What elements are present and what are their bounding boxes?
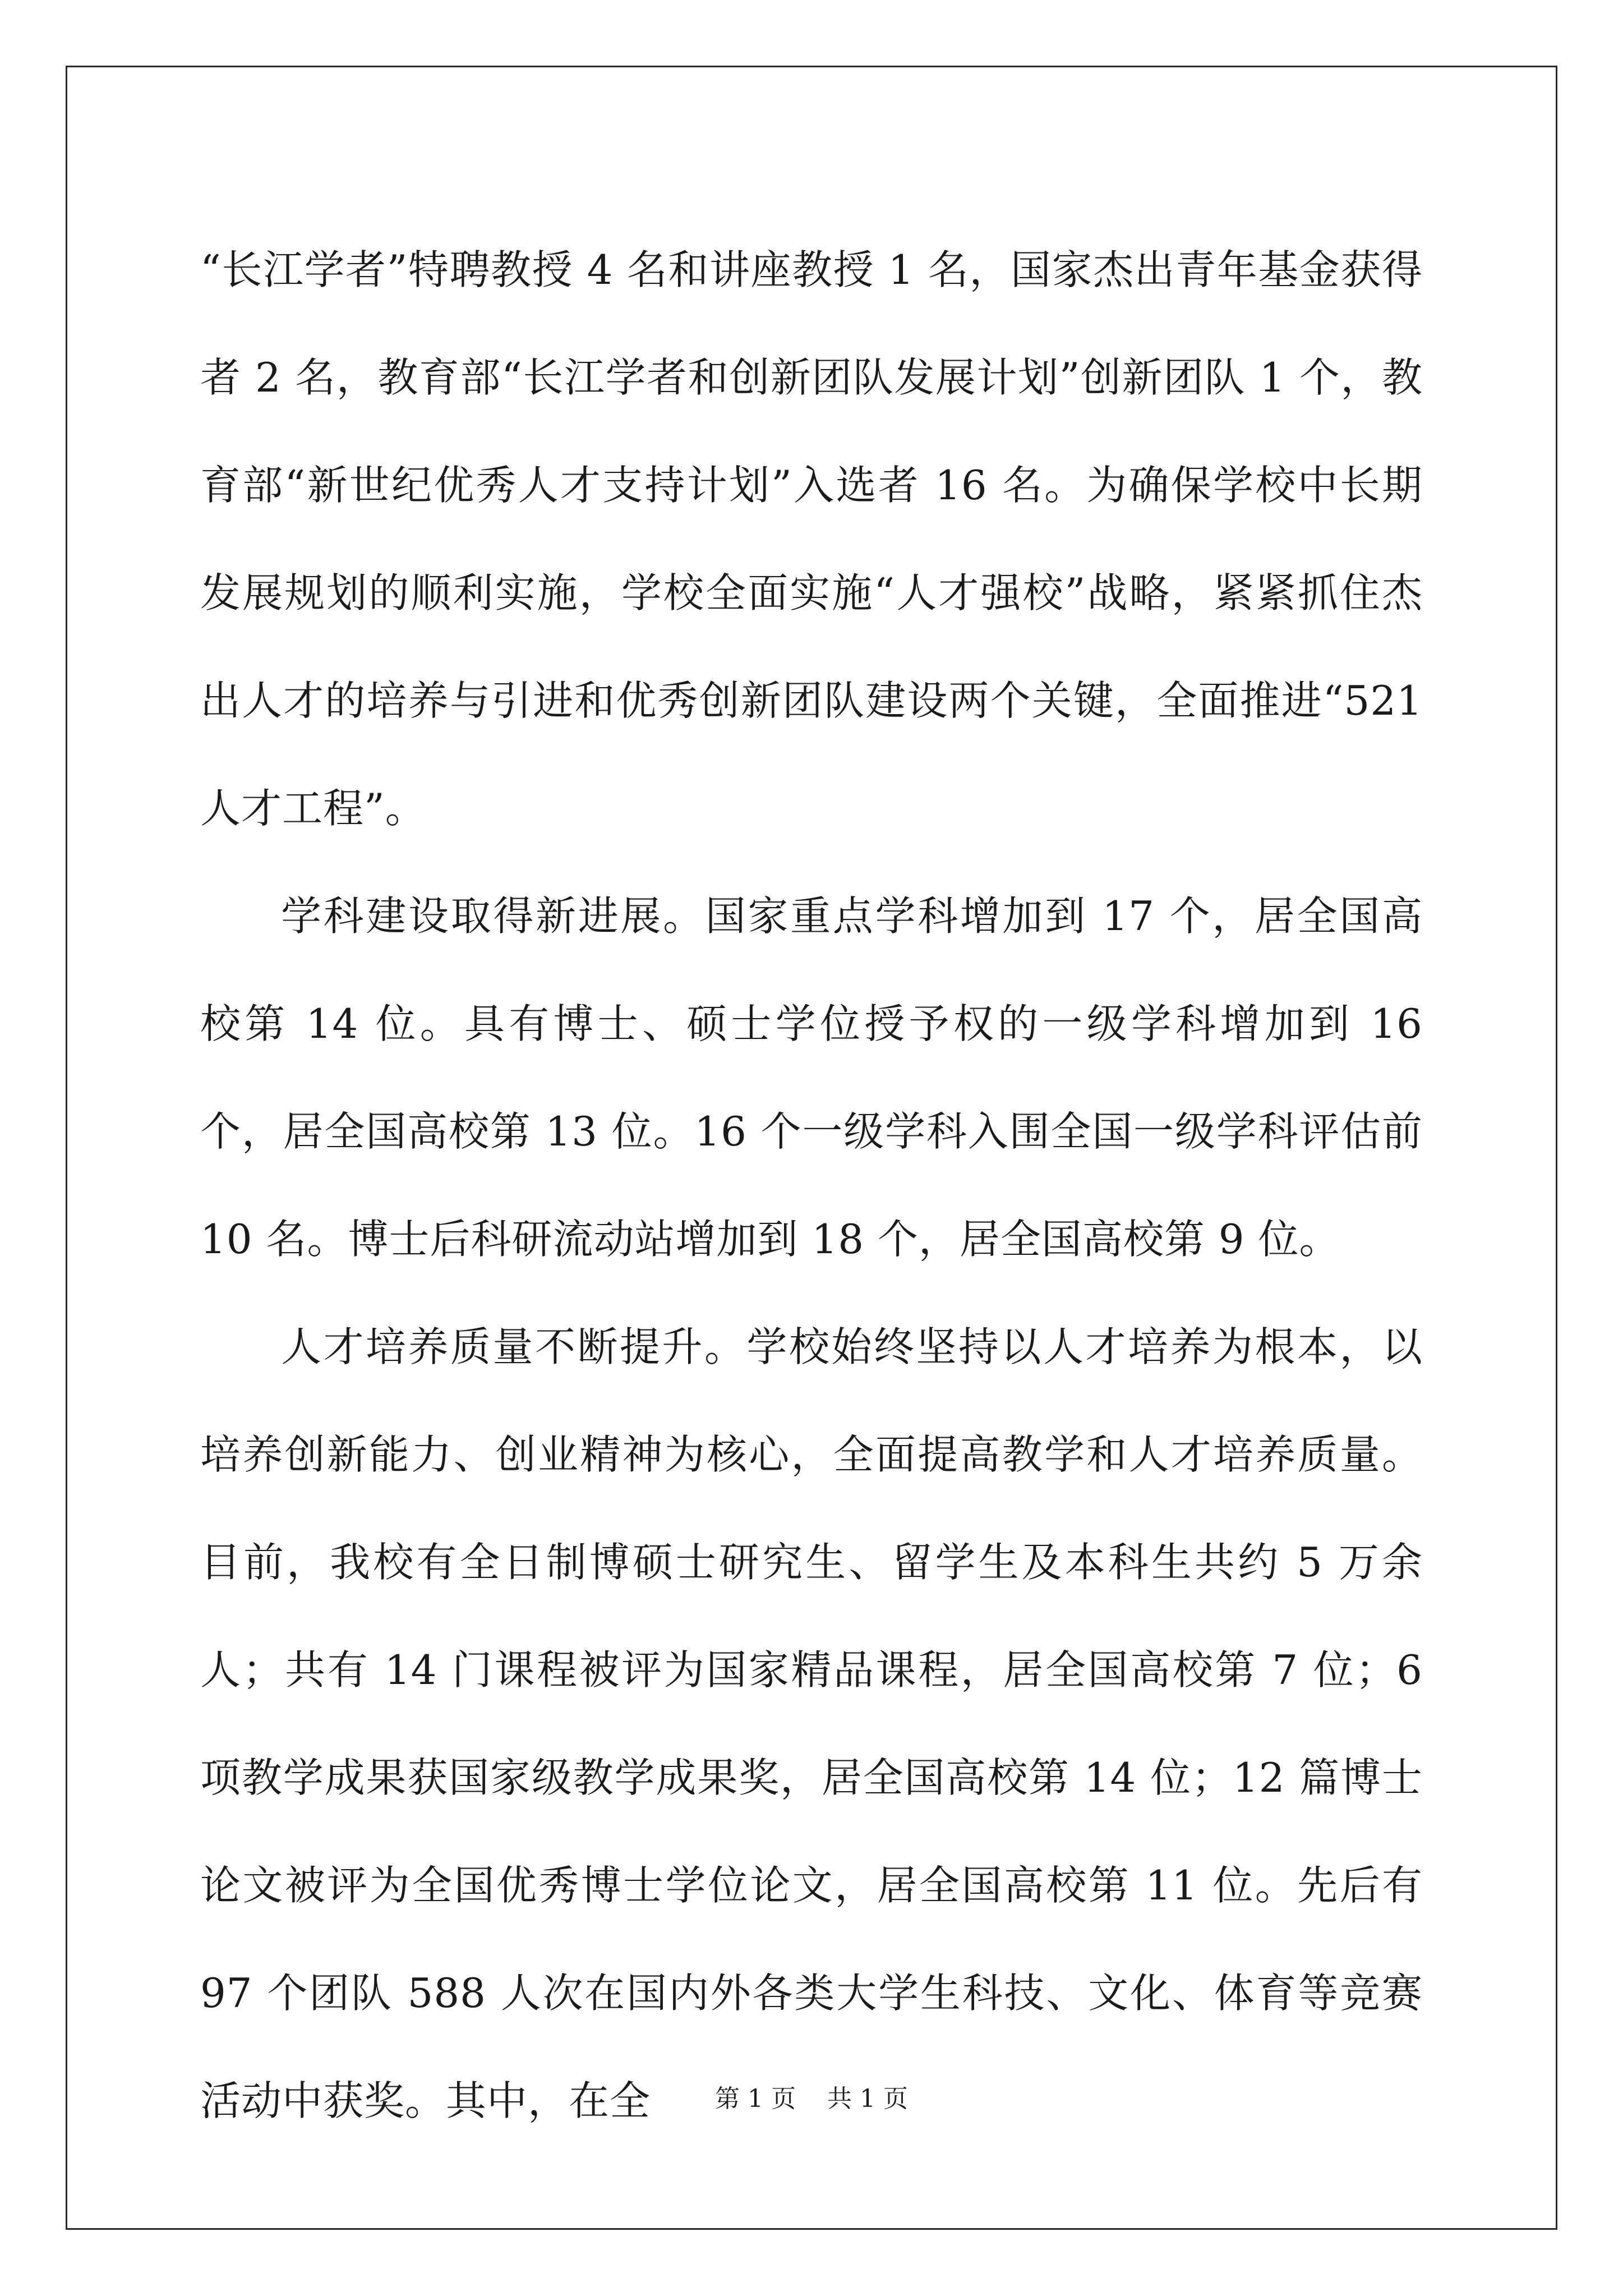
paragraph-1: “长江学者”特聘教授 4 名和讲座教授 1 名，国家杰出青年基金获得者 2 名，教育部“长江学者和创新团队发展计划”创新团队 1 个，教育部“新世纪优秀人才支持计划”入选者 16 名。为确保学校中长期发展规划的顺利实施，学校全面实施“人才强校”战略，紧紧抓住杰出人才的培养与引进和优秀创新团队建设两个关键，全面推进“521 人才工程”。 bbox=[200, 246, 1423, 832]
paragraph-2: 学科建设取得新进展。国家重点学科增加到 17 个，居全国高校第 14 位。具有博士、硕士学位授予权的一级学科增加到 16 个，居全国高校第 13 位。16 个一级学科入围全国一级学科评估前 10 名。博士后科研流动站增加到 18 个，居全国高校第 9 位。 bbox=[200, 892, 1423, 1263]
page-number-footer: 第 1 页 共 1 页 bbox=[715, 2085, 908, 2113]
document-body bbox=[200, 216, 1423, 2155]
paragraph-3: 人才培养质量不断提升。学校始终坚持以人才培养为根本，以培养创新能力、创业精神为核心，全面提高教学和人才培养质量。目前，我校有全日制博硕士研究生、留学生及本科生共约 5 万余人；共有 14 门课程被评为国家精品课程，居全国高校第 7 位；6 项教学成果获国家级教学成果奖，居全国高校第 14 位；12 篇博士论文被评为全国优秀博士学位论文，居全国高校第 11 位。先后有 97 个团队 588 人次在国内外各类大学生科技、文化、体育等竞赛活动中获奖。其中，在全 bbox=[200, 1323, 1423, 2124]
